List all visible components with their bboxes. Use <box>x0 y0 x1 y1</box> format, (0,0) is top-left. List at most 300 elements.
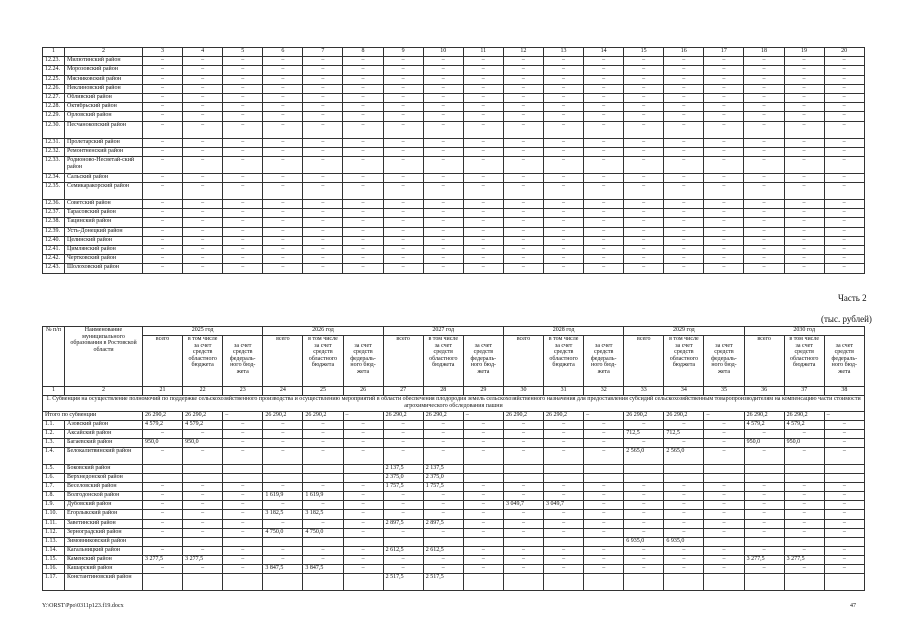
value-cell: – <box>383 173 423 182</box>
value-cell: – <box>463 255 503 264</box>
value-cell: – <box>744 200 784 209</box>
value-cell: – <box>664 121 704 138</box>
value-cell <box>423 537 463 546</box>
value-cell: – <box>784 138 824 147</box>
value-cell: – <box>463 218 503 227</box>
value-cell: – <box>223 421 263 430</box>
value-cell: – <box>624 138 664 147</box>
value-cell: – <box>223 183 263 200</box>
value-cell: – <box>263 112 303 121</box>
value-cell: – <box>143 121 183 138</box>
value-cell: – <box>784 75 824 84</box>
value-cell: – <box>383 183 423 200</box>
row-number: 12.41. <box>43 246 65 255</box>
value-cell: – <box>423 555 463 564</box>
value-cell: – <box>704 421 744 430</box>
value-cell: – <box>503 492 543 501</box>
value-cell: 3 049,7 <box>503 501 543 510</box>
value-cell <box>744 464 784 473</box>
district-name: Неклиновский район <box>65 84 143 93</box>
value-cell: – <box>263 66 303 75</box>
value-cell: – <box>584 227 624 236</box>
value-cell: – <box>383 236 423 245</box>
value-cell: – <box>584 492 624 501</box>
value-cell: – <box>624 565 664 574</box>
header-federal-spacer <box>706 336 741 343</box>
value-cell: – <box>784 57 824 66</box>
value-cell: – <box>303 255 343 264</box>
value-cell: – <box>624 173 664 182</box>
header-federal <box>584 336 624 387</box>
value-cell: – <box>503 430 543 439</box>
value-cell: – <box>423 138 463 147</box>
value-cell: – <box>463 103 503 112</box>
value-cell: 2 612,5 <box>423 546 463 555</box>
value-cell: – <box>544 439 584 448</box>
header-federal-text: за счет средств федераль-ного бюд-жета <box>590 342 617 375</box>
value-cell: – <box>143 501 183 510</box>
value-cell: – <box>784 173 824 182</box>
value-cell: – <box>383 112 423 121</box>
district-name: Зерноградский район <box>65 528 143 537</box>
value-cell: – <box>744 528 784 537</box>
value-cell <box>704 464 744 473</box>
value-cell: – <box>584 546 624 555</box>
value-cell: 26 290,2 <box>744 412 784 421</box>
value-cell: – <box>343 103 383 112</box>
value-cell: – <box>624 218 664 227</box>
value-cell: – <box>223 565 263 574</box>
value-cell: – <box>664 264 704 273</box>
value-cell: – <box>423 421 463 430</box>
value-cell <box>544 574 584 591</box>
value-cell: – <box>223 483 263 492</box>
value-cell: – <box>704 565 744 574</box>
value-cell: – <box>704 555 744 564</box>
value-cell: – <box>143 66 183 75</box>
value-cell: – <box>183 121 223 138</box>
value-cell: – <box>784 255 824 264</box>
value-cell: – <box>343 412 383 421</box>
column-number: 29 <box>463 387 503 396</box>
value-cell: – <box>584 156 624 173</box>
value-cell: – <box>463 66 503 75</box>
value-cell: – <box>303 483 343 492</box>
value-cell: – <box>664 528 704 537</box>
value-cell: – <box>383 255 423 264</box>
value-cell: – <box>664 555 704 564</box>
value-cell: – <box>584 173 624 182</box>
table-row <box>43 421 865 430</box>
value-cell: – <box>784 93 824 102</box>
value-cell <box>664 464 704 473</box>
value-cell: – <box>223 519 263 528</box>
header-federal <box>343 336 383 387</box>
value-cell: – <box>744 66 784 75</box>
value-cell: – <box>263 483 303 492</box>
header-including: в том числе <box>789 336 819 342</box>
value-cell <box>303 537 343 546</box>
value-cell: – <box>704 430 744 439</box>
value-cell: – <box>463 492 503 501</box>
value-cell: – <box>584 138 624 147</box>
value-cell: – <box>664 147 704 156</box>
value-cell: – <box>744 227 784 236</box>
value-cell: 4 579,2 <box>784 421 824 430</box>
district-name: Белокалитвинский район <box>65 448 143 465</box>
value-cell: – <box>183 510 223 519</box>
value-cell: – <box>503 218 543 227</box>
table-row <box>43 75 865 84</box>
value-cell: 26 290,2 <box>183 412 223 421</box>
value-cell <box>343 464 383 473</box>
district-name: Орловский район <box>65 112 143 121</box>
header-including: в том числе <box>308 336 338 342</box>
value-cell: – <box>143 183 183 200</box>
header-total: всего <box>503 336 543 387</box>
value-cell: – <box>383 264 423 273</box>
table-row <box>43 264 865 273</box>
header-federal <box>704 336 744 387</box>
row-number: 12.34. <box>43 173 65 182</box>
unit-label: (тыс. рублей) <box>821 314 872 324</box>
value-cell: – <box>704 546 744 555</box>
header-federal-text: за счет средств федераль-ного бюд-жета <box>350 342 376 375</box>
value-cell: – <box>624 439 664 448</box>
table-row <box>43 492 865 501</box>
header-regional <box>784 336 824 387</box>
value-cell: – <box>223 75 263 84</box>
value-cell: – <box>183 75 223 84</box>
value-cell: – <box>824 200 864 209</box>
value-cell: – <box>463 555 503 564</box>
value-cell <box>664 574 704 591</box>
value-cell: – <box>423 183 463 200</box>
value-cell: – <box>223 510 263 519</box>
value-cell <box>263 537 303 546</box>
value-cell: 3 182,5 <box>263 510 303 519</box>
value-cell <box>704 574 744 591</box>
value-cell: – <box>423 430 463 439</box>
value-cell <box>463 464 503 473</box>
header-regional <box>303 336 343 387</box>
value-cell: – <box>423 246 463 255</box>
value-cell: – <box>223 412 263 421</box>
table-row <box>43 474 865 483</box>
value-cell: – <box>784 218 824 227</box>
value-cell: – <box>824 156 864 173</box>
value-cell: – <box>343 156 383 173</box>
header-regional-text: за счет средств областного бюджета <box>549 342 578 369</box>
value-cell: – <box>584 236 624 245</box>
value-cell: – <box>503 183 543 200</box>
value-cell <box>223 464 263 473</box>
header-year: 2028 год <box>503 327 623 336</box>
value-cell: – <box>543 147 583 156</box>
value-cell: – <box>383 209 423 218</box>
value-cell: – <box>624 519 664 528</box>
value-cell: 3 277,5 <box>143 555 183 564</box>
value-cell: 26 290,2 <box>544 412 584 421</box>
value-cell: – <box>704 483 744 492</box>
district-name: Зимовниковский район <box>65 537 143 546</box>
value-cell: – <box>664 492 704 501</box>
value-cell: – <box>824 93 864 102</box>
value-cell: – <box>263 103 303 112</box>
value-cell: 3 277,5 <box>744 555 784 564</box>
value-cell: – <box>824 439 864 448</box>
value-cell: – <box>624 492 664 501</box>
column-number: 35 <box>704 387 744 396</box>
value-cell: – <box>183 528 223 537</box>
value-cell: – <box>624 510 664 519</box>
value-cell: – <box>423 236 463 245</box>
header-including: в том числе <box>548 336 579 342</box>
value-cell: – <box>263 546 303 555</box>
value-cell: – <box>183 565 223 574</box>
value-cell <box>784 537 824 546</box>
value-cell: – <box>544 519 584 528</box>
value-cell: – <box>183 103 223 112</box>
value-cell: – <box>183 492 223 501</box>
value-cell: – <box>343 546 383 555</box>
row-number: 12.39. <box>43 227 65 236</box>
value-cell: – <box>744 218 784 227</box>
row-number: 1.13. <box>43 537 65 546</box>
value-cell: – <box>303 264 343 273</box>
value-cell: – <box>463 209 503 218</box>
value-cell <box>784 574 824 591</box>
value-cell: – <box>343 57 383 66</box>
district-name: Чертковский район <box>65 255 143 264</box>
value-cell <box>343 574 383 591</box>
column-number-row <box>43 387 865 396</box>
value-cell: – <box>303 421 343 430</box>
value-cell <box>503 574 543 591</box>
value-cell: – <box>223 57 263 66</box>
district-name: Кашарский район <box>65 565 143 574</box>
value-cell <box>343 537 383 546</box>
district-name: Азовский район <box>65 421 143 430</box>
value-cell: – <box>784 264 824 273</box>
column-number: 22 <box>183 387 223 396</box>
row-number: 1.16. <box>43 565 65 574</box>
table-row <box>43 121 865 138</box>
column-number: 10 <box>423 48 463 57</box>
column-number: 31 <box>544 387 584 396</box>
row-number: 12.32. <box>43 147 65 156</box>
value-cell: – <box>343 255 383 264</box>
value-cell: – <box>503 510 543 519</box>
value-cell: – <box>624 264 664 273</box>
district-name: Обливский район <box>65 93 143 102</box>
value-cell: – <box>544 546 584 555</box>
value-cell: – <box>624 156 664 173</box>
row-number: 1.7. <box>43 483 65 492</box>
value-cell: – <box>503 565 543 574</box>
value-cell: – <box>704 138 744 147</box>
table-row <box>43 84 865 93</box>
value-cell: – <box>824 255 864 264</box>
value-cell: – <box>423 121 463 138</box>
value-cell: – <box>223 103 263 112</box>
column-number: 12 <box>503 48 543 57</box>
page-number: 47 <box>850 603 856 609</box>
value-cell: – <box>824 103 864 112</box>
value-cell: – <box>584 209 624 218</box>
district-name: Песчанокопский район <box>65 121 143 138</box>
value-cell: – <box>704 209 744 218</box>
value-cell: – <box>383 156 423 173</box>
value-cell: 950,0 <box>744 439 784 448</box>
value-cell: – <box>784 565 824 574</box>
value-cell: – <box>423 84 463 93</box>
value-cell: – <box>584 430 624 439</box>
district-name: Аксайский район <box>65 430 143 439</box>
district-name: Усть-Донецкий район <box>65 227 143 236</box>
value-cell: 4 750,0 <box>263 528 303 537</box>
column-number: 26 <box>343 387 383 396</box>
value-cell: – <box>744 75 784 84</box>
value-cell: – <box>503 93 543 102</box>
value-cell: – <box>383 66 423 75</box>
header-federal-text: за счет средств федераль-ного бюд-жета <box>831 342 858 375</box>
value-cell: – <box>584 448 624 465</box>
section-title: 1. Субвенция на осуществление полномочий по поддержке сельскохозяйственного производства и осуществлению мероприятий в области обеспечения плодородия земель сельскохозяйственного назначения для предоставления субсидий сельскохозяйственным товаропроизводителям на компенсацию части стоимости агрохимического обследования пашни <box>43 396 865 412</box>
row-number: 12.27. <box>43 93 65 102</box>
value-cell: – <box>543 264 583 273</box>
value-cell: – <box>463 236 503 245</box>
value-cell <box>544 474 584 483</box>
value-cell: 26 290,2 <box>263 412 303 421</box>
table-row <box>43 183 865 200</box>
value-cell: – <box>423 93 463 102</box>
header-name: Наименование муниципального образования в Ростовской области <box>65 327 143 387</box>
value-cell: – <box>463 421 503 430</box>
row-number: 12.31. <box>43 138 65 147</box>
value-cell: – <box>584 412 624 421</box>
header-federal-spacer <box>466 336 501 343</box>
value-cell: – <box>824 75 864 84</box>
value-cell: – <box>543 75 583 84</box>
row-number: 1.6. <box>43 474 65 483</box>
value-cell: – <box>704 147 744 156</box>
value-cell: – <box>704 93 744 102</box>
value-cell: – <box>343 218 383 227</box>
value-cell: – <box>664 156 704 173</box>
value-cell: – <box>704 57 744 66</box>
value-cell: – <box>303 218 343 227</box>
value-cell: – <box>263 209 303 218</box>
value-cell: – <box>183 57 223 66</box>
value-cell: – <box>824 412 864 421</box>
column-number: 21 <box>143 387 183 396</box>
value-cell: – <box>263 264 303 273</box>
value-cell: – <box>503 546 543 555</box>
value-cell: – <box>824 546 864 555</box>
value-cell: – <box>544 528 584 537</box>
value-cell: – <box>503 138 543 147</box>
column-number: 11 <box>463 48 503 57</box>
header-including: в том числе <box>187 336 218 342</box>
value-cell: – <box>664 57 704 66</box>
value-cell: – <box>183 173 223 182</box>
value-cell: – <box>303 227 343 236</box>
value-cell: – <box>183 156 223 173</box>
value-cell: 4 579,2 <box>744 421 784 430</box>
value-cell: – <box>503 121 543 138</box>
value-cell: – <box>463 84 503 93</box>
column-number: 2 <box>65 387 143 396</box>
value-cell: – <box>383 84 423 93</box>
column-number: 9 <box>383 48 423 57</box>
row-number: 12.29. <box>43 112 65 121</box>
value-cell: – <box>303 138 343 147</box>
value-cell: – <box>343 528 383 537</box>
value-cell: – <box>143 528 183 537</box>
value-cell: 2 612,5 <box>383 546 423 555</box>
value-cell <box>223 537 263 546</box>
column-number: 34 <box>664 387 704 396</box>
value-cell: – <box>223 93 263 102</box>
value-cell: – <box>143 173 183 182</box>
value-cell: – <box>463 75 503 84</box>
value-cell: – <box>824 66 864 75</box>
value-cell: – <box>784 183 824 200</box>
value-cell: – <box>343 492 383 501</box>
value-cell: – <box>383 218 423 227</box>
value-cell: 2 517,5 <box>383 574 423 591</box>
value-cell: – <box>624 75 664 84</box>
table-row <box>43 546 865 555</box>
header-federal <box>463 336 503 387</box>
value-cell: – <box>423 501 463 510</box>
value-cell: – <box>503 209 543 218</box>
value-cell: – <box>744 448 784 465</box>
value-cell: – <box>463 93 503 102</box>
value-cell: 1 619,9 <box>303 492 343 501</box>
row-number: 12.43. <box>43 264 65 273</box>
value-cell <box>544 537 584 546</box>
value-cell: – <box>784 483 824 492</box>
value-cell: – <box>784 147 824 156</box>
value-cell: 2 565,0 <box>624 448 664 465</box>
value-cell: – <box>463 448 503 465</box>
value-cell: – <box>503 57 543 66</box>
value-cell: – <box>423 492 463 501</box>
row-number: 1.11. <box>43 519 65 528</box>
value-cell: – <box>463 565 503 574</box>
value-cell: – <box>584 264 624 273</box>
value-cell: – <box>303 103 343 112</box>
value-cell <box>263 464 303 473</box>
value-cell: – <box>183 147 223 156</box>
value-cell: – <box>744 492 784 501</box>
value-cell: – <box>624 93 664 102</box>
value-cell: – <box>543 173 583 182</box>
value-cell: 26 290,2 <box>784 412 824 421</box>
value-cell: – <box>223 448 263 465</box>
value-cell <box>784 464 824 473</box>
value-cell: – <box>584 483 624 492</box>
value-cell: – <box>664 103 704 112</box>
value-cell: – <box>183 209 223 218</box>
value-cell: – <box>223 492 263 501</box>
value-cell: – <box>624 236 664 245</box>
value-cell: – <box>183 246 223 255</box>
value-cell: – <box>704 218 744 227</box>
value-cell: – <box>503 255 543 264</box>
